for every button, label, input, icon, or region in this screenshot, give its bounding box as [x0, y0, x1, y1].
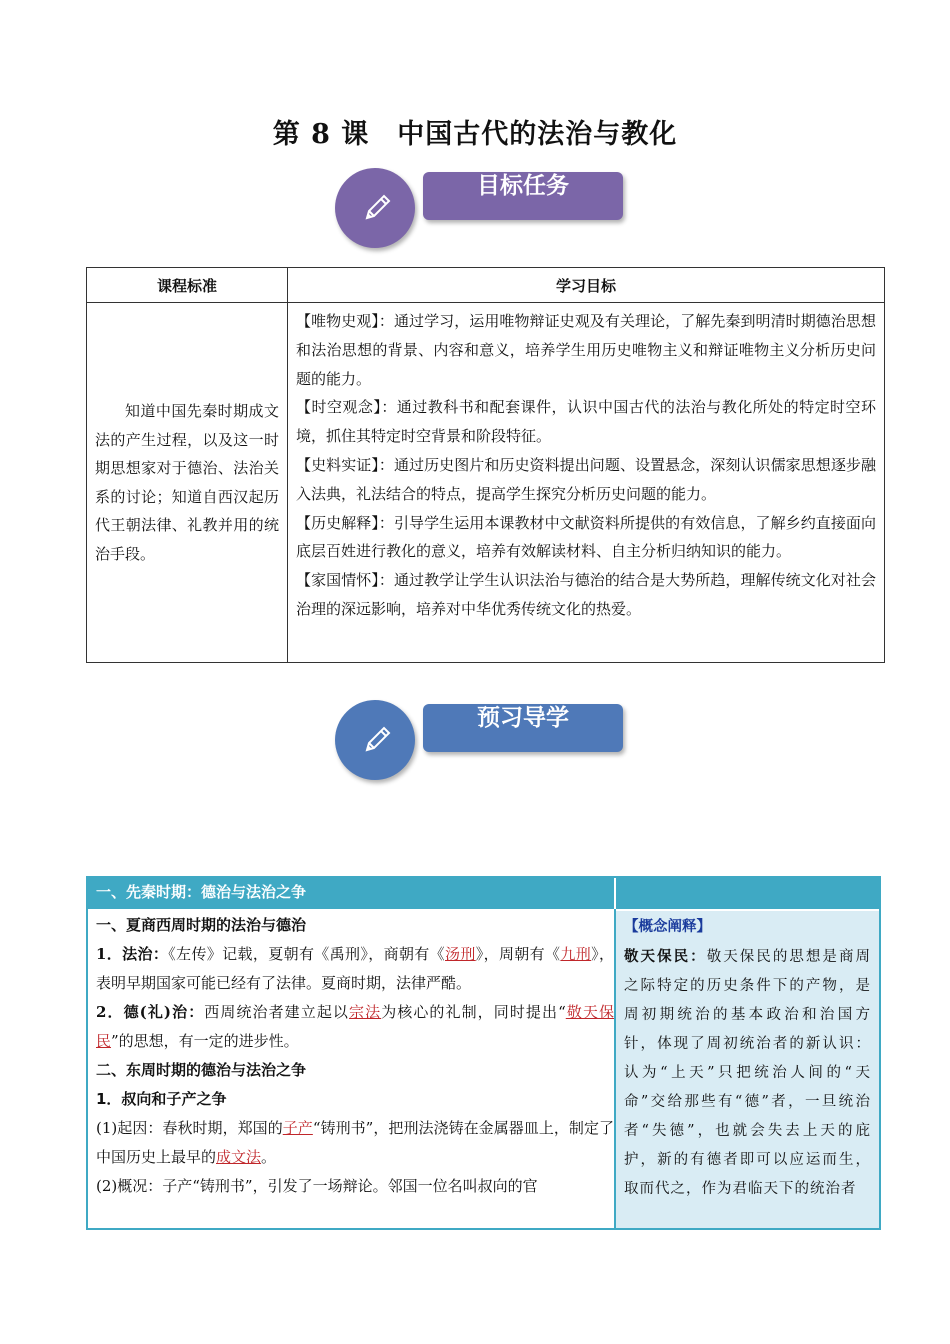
text: “铸刑书”，把刑法浇铸在金属器皿上，制定了中国历史上最早的 — [96, 1119, 614, 1166]
key-term: 九刑 — [560, 945, 592, 963]
virtue-paragraph — [96, 998, 614, 1056]
banner-label: 预习导学 — [423, 704, 623, 752]
text: 》，表明早期国家可能已经有了法律。夏商时期，法律严酷。 — [96, 945, 614, 992]
text: 西周统治者建立起以 — [204, 1003, 350, 1021]
banner-label: 目标任务 — [423, 172, 623, 220]
concept-text: 敬天保民的思想是商周之际特定的历史条件下的产物，是周初期统治的基本政治和治国方针，体现了周初统治者的新认识：认为“上天”只把统治人间的“天命”交给那些有“德”者，一旦统治者“失德”，也就会失去上天的庇护，新的有德者即可以应运而生，取而代之，作为君临天下的统治者 — [624, 949, 872, 1197]
page-title: 第 8 课 中国古代的法治与教化 — [272, 119, 678, 150]
standard-text: 知道中国先秦时期成文法的产生过程，以及这一时期思想家对于德治、法治关系的讨论；知道自西汉起历代王朝法律、礼教并用的统治手段。 — [95, 402, 279, 563]
preview-header-title: 一、先秦时期：德治与法治之争 — [96, 883, 307, 901]
pencil-icon — [359, 722, 395, 758]
section-banner-goals — [335, 168, 635, 248]
text: 春秋时期，郑国的 — [162, 1119, 283, 1137]
section-heading: 二、东周时期的德治与法治之争 — [96, 1061, 307, 1079]
key-term: 汤刑 — [445, 945, 476, 963]
objective-item: 【唯物史观】：通过学习，运用唯物辩证史观及有关理论，了解先秦到明清时期德治思想和法治思想的背景、内容和意义，培养学生用历史唯物主义和辩证唯物主义分析历史问题的能力。 — [296, 312, 876, 388]
item-label: (2)概况： — [96, 1177, 163, 1195]
header-divider — [614, 878, 616, 909]
concept-sidebar — [616, 911, 879, 1228]
objective-item: 【家国情怀】：通过教学让学生认识法治与德治的结合是大势所趋，理解传统文化对社会治理的深远影响，培养对中华优秀传统文化的热爱。 — [296, 571, 876, 618]
preview-main — [88, 911, 622, 1201]
cause-paragraph — [96, 1114, 614, 1172]
text: 子产“铸刑书”，引发了一场辩论。邻国一位名叫叔向的官 — [162, 1177, 538, 1195]
column-header-standard: 课程标准 — [87, 268, 288, 303]
key-term: 敬天保民 — [96, 1003, 614, 1050]
objective-item: 【史料实证】：通过历史图片和历史资料提出问题、设置悬念，深刻认识儒家思想逐步融入法典，礼法结合的特点，提高学生探究分析历史问题的能力。 — [296, 455, 876, 503]
item-label: 1．法治： — [96, 945, 169, 963]
key-term: 子产 — [282, 1119, 313, 1137]
column-header-objectives: 学习目标 — [288, 268, 885, 303]
concept-term: 敬天保民： — [624, 948, 707, 965]
overview-paragraph — [96, 1172, 614, 1201]
text: ”的思想，有一定的进步性。 — [111, 1032, 299, 1050]
item-label: 2．德(礼)治： — [96, 1003, 205, 1021]
banner-badge — [335, 700, 415, 780]
text: 。 — [261, 1148, 277, 1166]
goals-table — [86, 267, 885, 663]
curriculum-standard — [87, 303, 288, 663]
section-banner-preview — [335, 700, 635, 780]
text: 《左传》记载，夏朝有《禹刑》，商朝有《 — [168, 945, 446, 963]
concept-body — [624, 942, 871, 1204]
objective-item: 【历史解释】：引导学生运用本课教材中文献资料所提供的有效信息，了解乡约直接面向底层百姓进行教化的意义，培养有效解读材料、自主分析归纳知识的能力。 — [296, 513, 876, 561]
section-heading: 一、夏商西周时期的法治与德治 — [96, 916, 307, 934]
item-label: (1)起因： — [96, 1119, 163, 1137]
concept-tag: 【概念阐释】 — [624, 919, 711, 935]
sub-heading: 1．叔向和子产之争 — [96, 1090, 227, 1108]
key-term: 宗法 — [349, 1003, 382, 1021]
banner-badge — [335, 168, 415, 248]
text: 为核心的礼制，同时提出“ — [381, 1003, 566, 1021]
preview-box — [86, 876, 881, 1230]
law-paragraph — [96, 940, 614, 998]
text: 》，周朝有《 — [475, 945, 561, 963]
key-term: 成文法 — [216, 1148, 262, 1166]
learning-objectives — [288, 303, 885, 663]
pencil-icon — [359, 190, 395, 226]
objective-item: 【时空观念】：通过教科书和配套课件，认识中国古代的法治与教化所处的特定时空环境，抓住其特定时空背景和阶段特征。 — [296, 398, 876, 446]
preview-header — [88, 878, 879, 909]
